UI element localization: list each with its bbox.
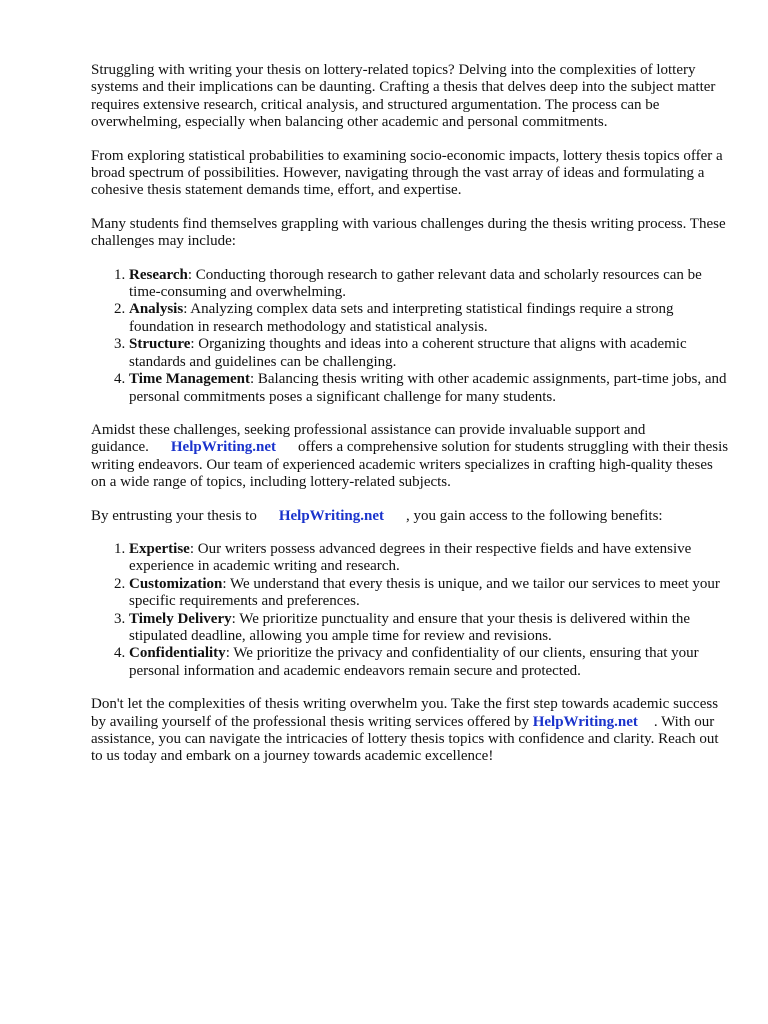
list-item (129, 301, 731, 336)
intro-paragraph-3: Many students find themselves grappling with various challenges during the thesis writing process. These challenges may include: (91, 215, 726, 250)
closing-paragraph (91, 696, 731, 766)
list-item-term: Expertise (129, 540, 190, 557)
helpwriting-link[interactable]: HelpWriting.net (278, 507, 384, 524)
list-item-term: Confidentiality (129, 645, 226, 662)
list-item (129, 645, 731, 680)
assistance-text-before: Amidst these challenges, seeking professional assistance can provide invaluable support and guidance. (91, 421, 646, 456)
list-item (129, 336, 731, 371)
intro-paragraph-1: Struggling with writing your thesis on lottery-related topics? Delving into the complexities of lottery systems and their implications can be daunting. Crafting a thesis that delves deep into the subject matter requires extensive research, critical analysis, and structured argumentation. The process can be overwhelming, especially when balancing other academic and personal commitments. (91, 62, 716, 131)
list-item-text: : Conducting thorough research to gather relevant data and scholarly resources can be time-consuming and overwhelming. (129, 266, 702, 301)
list-item-text: : We prioritize punctuality and ensure that your thesis is delivered within the stipulated deadline, allowing you ample time for review and revisions. (129, 610, 691, 644)
closing-text-before: Don't let the complexities of thesis writing overwhelm you. Take the first step towards academic success by availing yourself of the professional thesis writing services offered by (91, 696, 719, 730)
list-item-term: Analysis (129, 301, 184, 318)
helpwriting-link[interactable]: HelpWriting.net (532, 713, 638, 730)
list-item (129, 371, 731, 406)
document-page (91, 62, 731, 782)
list-item (129, 576, 731, 611)
list-item-term: Research (129, 266, 188, 283)
helpwriting-link[interactable]: HelpWriting.net (170, 439, 277, 456)
entrust-text-after: , you gain access to the following benefits: (405, 507, 663, 524)
closing-text-after: . With our assistance, you can navigate the intricacies of lottery thesis topics with confidence and clarity. Reach out to us today and embark on a journey towards academic excellence! (91, 713, 719, 765)
intro-paragraph-2: From exploring statistical probabilities to examining socio-economic impacts, lottery thesis topics offer a broad spectrum of possibilities. However, navigating through the vast array of ideas and formulating a cohesive thesis statement demands time, effort, and expertise. (91, 147, 723, 199)
list-item (129, 541, 731, 576)
list-item-term: Timely Delivery (129, 610, 232, 627)
list-item-text: : Organizing thoughts and ideas into a coherent structure that aligns with academic standards and guidelines can be challenging. (129, 336, 687, 370)
entrust-paragraph (91, 508, 731, 525)
list-item-term: Customization (129, 575, 223, 592)
list-item-text: : Balancing thesis writing with other academic assignments, part-time jobs, and personal commitments poses a significant challenge for many students. (129, 371, 727, 405)
entrust-text-before: By entrusting your thesis to (91, 507, 257, 524)
assistance-paragraph (91, 422, 731, 492)
assistance-text-after: offers a comprehensive solution for students struggling with their thesis writing endeavors. Our team of experienced academic writers specializes in crafting high-quality theses on a wide range of topics, including lottery-related subjects. (91, 439, 729, 491)
list-item-text: : Analyzing complex data sets and interpreting statistical findings require a strong foundation in research methodology and statistical analysis. (129, 301, 674, 335)
list-item (129, 611, 731, 646)
list-item (129, 267, 731, 302)
benefits-list (91, 541, 731, 680)
challenges-list (91, 267, 731, 406)
list-item-text: : We prioritize the privacy and confidentiality of our clients, ensuring that your personal information and academic endeavors remain secure and protected. (129, 645, 699, 679)
list-item-text: : Our writers possess advanced degrees in their respective fields and have extensive experience in academic writing and research. (129, 540, 692, 575)
list-item-term: Structure (129, 336, 191, 353)
list-item-text: : We understand that every thesis is unique, and we tailor our services to meet your specific requirements and preferences. (129, 575, 720, 610)
list-item-term: Time Management (129, 371, 250, 388)
